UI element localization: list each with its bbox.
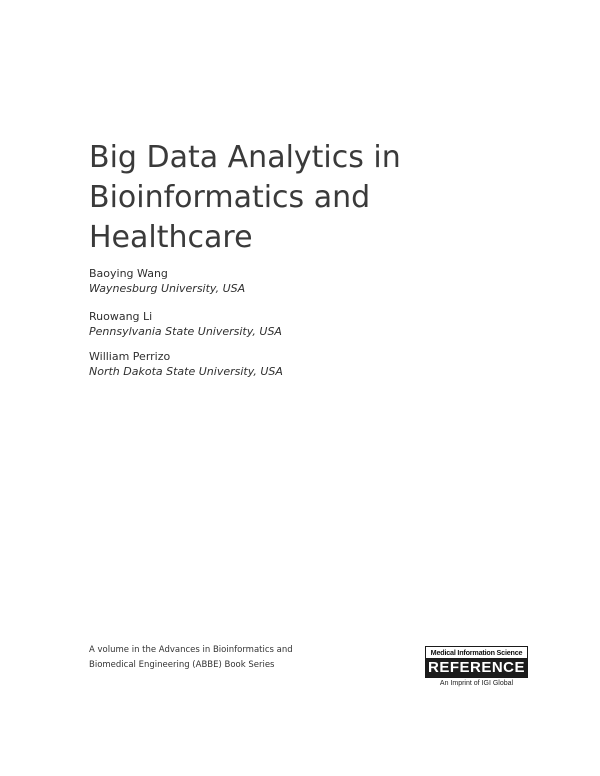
series-note-line-2: Biomedical Engineering (ABBE) Book Series — [89, 660, 275, 670]
author-affiliation: Pennsylvania State University, USA — [89, 325, 282, 338]
author-affiliation: Waynesburg University, USA — [89, 282, 246, 295]
book-title — [89, 138, 549, 258]
author-name: William Perrizo — [89, 350, 171, 363]
book-title-line-2: Bioinformatics and — [89, 180, 371, 215]
author-block-3 — [89, 349, 283, 379]
publisher-logo-sub: An Imprint of IGI Global — [439, 680, 514, 687]
author-block-2 — [89, 309, 282, 339]
author-block-1 — [89, 266, 245, 296]
author-name: Baoying Wang — [89, 267, 168, 280]
series-note-line-1: A volume in the Advances in Bioinformatics and — [89, 645, 293, 655]
series-note — [89, 643, 293, 673]
publisher-logo-top: Medical Information Science — [425, 646, 528, 658]
publisher-logo-main: REFERENCE — [425, 658, 528, 678]
author-affiliation: North Dakota State University, USA — [89, 365, 283, 378]
publisher-logo — [425, 646, 528, 690]
book-title-line-1: Big Data Analytics in — [89, 140, 401, 175]
book-title-line-3: Healthcare — [89, 220, 253, 255]
author-name: Ruowang Li — [89, 310, 153, 323]
